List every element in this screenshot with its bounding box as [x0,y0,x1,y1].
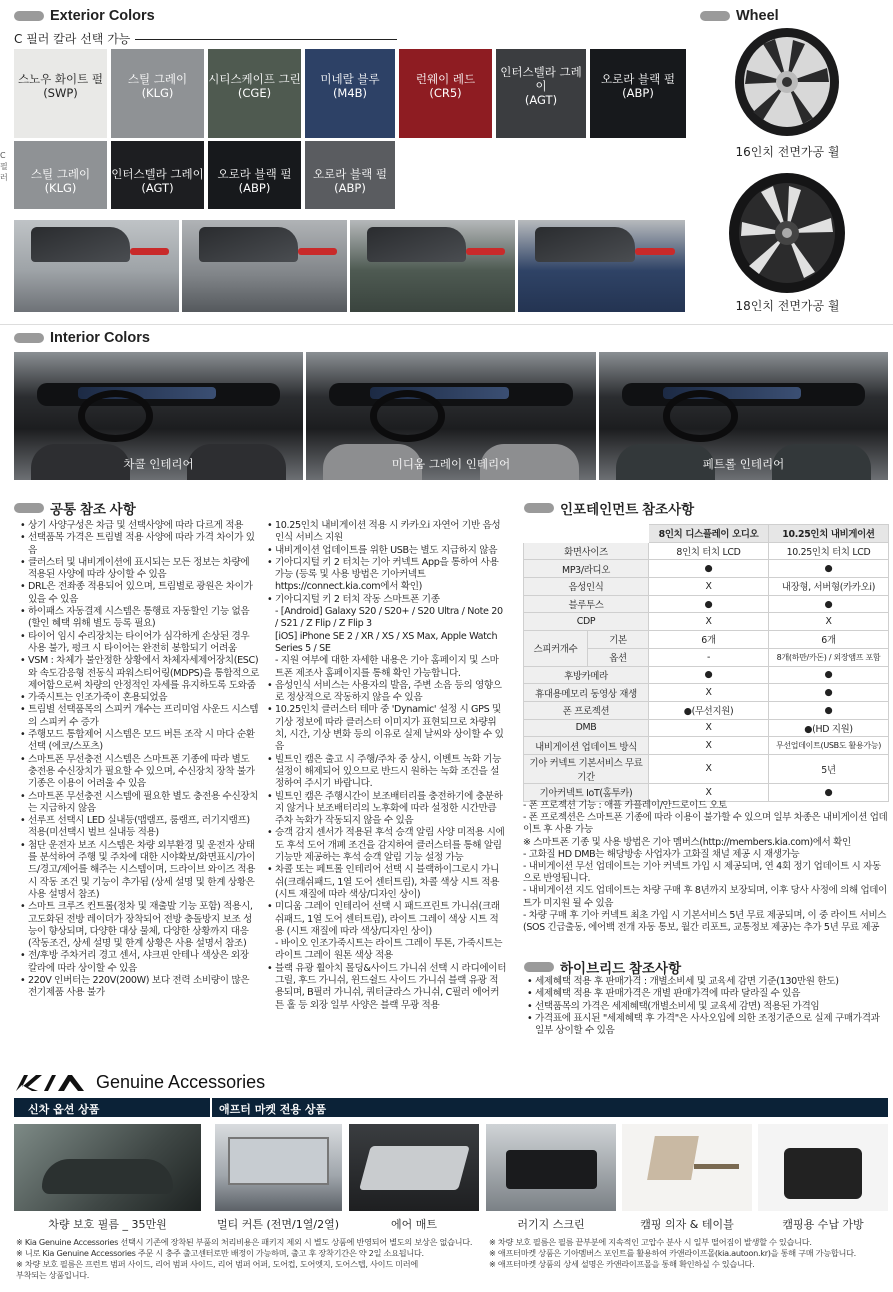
swatch-label: 런웨이 레드 [415,71,476,86]
car-image-green [350,220,515,312]
color-swatch [496,49,586,138]
exterior-title: Exterior Colors [50,8,155,24]
table-cell: X [649,684,769,702]
note-item: • 트림별 선택품목의 스피커 개수는 프리미엄 사운드 시스템의 스피커 수 증가 [20,704,260,729]
note-item: • 선택품목 가격은 트림별 적용 사양에 따라 가격 차이가 있음 [20,532,260,557]
table-row [524,737,889,755]
note-item: • 상기 사양구성은 차급 및 선택사양에 따라 다르게 적용 [20,520,260,532]
section-marker [14,503,44,513]
footnote-line: ※ 애프터마켓 상품은 기아멤버스 포인트를 활용하여 카앤라이프몰(kia.autoon.kr)을 통해 구매 가능합니다. [489,1248,856,1258]
swatch-label: 오로라 블랙 펄 [601,71,675,86]
footnote-line: ※ 니로 Kia Genuine Accessories 주문 시 충주 출고센터로만 배정이 가능하며, 출고 후 장착기간은 약 2일 소요됩니다. [16,1248,424,1258]
table-row [524,701,889,719]
swatch-code: (M4B) [332,85,368,100]
table-row [524,542,889,560]
section-marker [524,503,554,513]
note-item: - 지원 여부에 대한 자세한 내용은 기아 홈페이지 및 스마트폰 제조사 홈페이지를 통해 확인 가능합니다. [275,655,499,679]
swatch-code: (AGT) [524,92,558,107]
color-swatch [14,49,107,138]
note-item: • 음성인식 서비스는 사용자의 발음, 주변 소음 등의 영향으로 정상적으로 작동하지 않을 수 있음 [267,680,507,705]
table-cell: 무선업데이트(USB도 활용가능) [769,737,889,755]
interior-header [14,330,150,346]
color-swatch [208,49,301,138]
exterior-header [14,8,155,24]
section-marker [14,333,44,343]
note-line: - 내비게이션 지도 업데이트는 차량 구매 후 8년까지 보장되며, 이후 당사 사정에 의해 업데이트가 미지원 될 수 있음 [523,885,887,909]
table-cell: 음성인식 [524,578,649,596]
note-item: • 내비게이션 업데이트를 위한 USB는 별도 지급하지 않음 [267,545,507,557]
table-cell: ● [769,701,889,719]
accessory-label: 캠핑 의자 & 테이블 [640,1218,734,1231]
interior-image-medium-gray [306,352,596,480]
infotainment-title: 인포테인먼트 참조사항 [560,502,695,517]
swatch-label: 미네랄 블루 [320,71,380,86]
note-item: • 승객 감지 센서가 적용된 후석 승객 알림 사양 미적용 시에도 후석 도어 개폐 조건을 감지하여 클러스터를 통해 알림 기능만 제공하는 후석 승객 알림 기능 설정 가능 [267,827,507,864]
swatch-code: (CR5) [429,85,462,100]
color-swatch [305,49,395,138]
car-image-blue [518,220,685,312]
table-row [524,578,889,596]
note-item: • 차콜 또는 페트롤 인테리어 선택 시 블랙하이그로시 가니쉬(크래쉬패드, 1열 도어 센터트림), 차콜 색상 시트 적용 (시트 재질에 따라 색상/디자인 상이) [267,864,507,901]
kia-logo-icon [14,1073,86,1093]
interior-title: Interior Colors [50,330,150,346]
accessory-label: 캠핑용 수납 가방 [782,1218,864,1231]
accessories-title: Genuine Accessories [96,1072,266,1092]
swatch-code: (ABP) [334,181,366,195]
swatch-label: 인터스텔라 그레이 [500,64,582,93]
color-swatch [14,141,107,209]
tab-new-car: 신차 옵션 상품 [28,1103,100,1116]
table-row [524,719,889,737]
car-image-interstellar [182,220,347,312]
note-item: • 선루프 선택시 LED 실내등(맵램프, 룸램프, 러기지램프) 적용(미선택시 벌브 실내등 적용) [20,815,260,840]
table-cell: 블루투스 [524,595,649,613]
table-row [524,783,889,801]
hybrid-header [524,957,681,977]
accessory-image-camping-chair [622,1124,752,1211]
common-header [14,498,136,518]
note-item: • 220V 인버터는 220V(200W) 보다 전력 소비량이 많은 전기제품 사용 불가 [20,975,260,1000]
accessory-image-luggage-screen [486,1124,616,1211]
note-item: • 타이어 임시 수리장치는 타이어가 심각하게 손상된 경우 사용 불가, 펑크 시 타이어는 완전히 봉합되기 어려움 [20,631,260,656]
infotainment-header [524,498,694,518]
note-item: • 10.25인치 클러스터 테마 중 'Dynamic' 설정 시 GPS 및 기상 정보에 따라 클러스터 이미지가 표현되므로 차량위치, 시간, 기상 변화 등의 이유로 실제 날씨와 상이할 수 있음 [267,704,507,753]
note-item: • 기아디지털 키 2 터치는 기아 커넥트 App을 통하여 사용 가능 (등록 및 사용 방법은 기아커넥트 https://connect.kia.com에서 확인) [267,557,507,594]
note-line: - 고화질 HD DMB는 해당방송 사업자가 고화질 채널 제공 시 재생가능 [523,848,800,860]
accessory-label: 러기지 스크린 [517,1218,585,1231]
note-line: ※ 스마트폰 기종 및 사용 방법은 기아 멤버스(http://members.kia.com)에서 확인 [523,836,851,848]
table-cell: CDP [524,613,649,631]
c-pillar-side-label: C필러 [0,151,8,182]
swatch-label: 오로라 블랙 펄 [313,167,387,181]
interior-label: 페트롤 인테리어 [702,457,785,471]
color-swatch [111,49,204,138]
table-cell: X [649,719,769,737]
swatch-code: (KLG) [141,85,174,100]
divider [0,324,893,325]
accessories-footnotes-left [16,1237,486,1281]
note-item: • 기아디지털 키 2 터치 작동 스마트폰 기종 [267,594,507,606]
table-cell: ● [769,783,889,801]
table-cell: 6개 [649,631,769,649]
exterior-subtitle: C 필러 칼라 선택 가능 [14,32,131,46]
note-line: - 폰 프로젝션은 스마트폰 기종에 따라 이용이 불가할 수 있으며 일부 차종은 내비게이션 업데이트 후 사용 가능 [523,812,888,836]
note-item: • 전/후방 주차거리 경고 센서, 샤크핀 안테나 색상은 외장 칼라에 따라 상이할 수 있음 [20,950,260,975]
swatch-label: 스노우 화이트 펄 [17,71,104,86]
table-cell: 내비게이션 업데이트 방식 [524,737,649,755]
accessories-tab-bar [14,1098,888,1117]
accessory-image-air-mat [349,1124,479,1211]
note-item: • DRL은 전좌종 적용되어 있으며, 트림별로 광원은 차이가 있을 수 있음 [20,581,260,606]
swatch-code: (ABP) [622,85,654,100]
hybrid-notes [527,976,887,1037]
note-line: - 차량 구매 후 기아 커넥트 최초 가입 시 기본서비스 5년 무료 제공되며, 이 중 라이트 서비스(SOS 긴급출동, 에어백 전개 자동 통보, 월간 리포트, 교통정보 제공)는 추가 5년 무료 제공 [523,909,887,934]
section-marker [14,11,44,21]
swatch-code: (CGE) [237,85,272,100]
table-cell: 기아커넥트 IoT(홈투카) [524,783,649,801]
table-row [524,595,889,613]
table-cell: ●(HD 지원) [769,719,889,737]
table-cell: - [649,648,769,666]
wheel-18-label: 18인치 전면가공 휠 [735,299,840,313]
table-cell: ● [649,666,769,684]
footnote-line: ※ Kia Genuine Accessories 선택시 기존에 장착된 부품의 처리비용은 패키지 제외 시 별도 상품에 반영되어 별도의 보상은 없습니다. [16,1237,473,1247]
accessory-image-curtain [215,1124,342,1211]
table-cell: 스피커개수 [524,631,588,666]
swatch-code: (KLG) [44,181,77,195]
accessory-label: 에어 매트 [390,1218,437,1231]
table-cell: 내장형, 서버형(카카오i) [769,578,889,596]
note-item: - 바이오 인조가죽시트는 라이트 그레이 투톤, 가죽시트는 라이트 그레이 원톤 색상 적용 [275,938,503,962]
note-item: • 블랙 유광 휠아치 몰딩&사이드 가니쉬 선택 시 라디에이터 그릴, 후드 가니쉬, 윈드쉴드 사이드 가니쉬 블랙 유광 적용되며, B필러 가니쉬, 쿼터글라스 가니쉬, C필러 에어커튼 홀 등 외장 일부 사양은 블랙 무광 적용 [267,963,507,1012]
section-marker [524,962,554,972]
interior-label: 차콜 인테리어 [123,457,194,471]
swatch-label: 시티스케이프 그린 [208,71,301,86]
table-cell: X [769,613,889,631]
table-header [524,525,649,543]
accessories-header [14,1072,265,1093]
table-cell: 폰 프로젝션 [524,701,649,719]
note-item: • 세제혜택 적용 후 판매가격 : 개별소비세 및 교육세 감면 기준(130만원 한도) [527,976,887,988]
table-cell: X [649,737,769,755]
swatch-code: (SWP) [43,85,78,100]
note-item: • 10.25인치 내비게이션 적용 시 카카오i 자연어 기반 음성 인식 서비스 지원 [267,520,507,545]
color-swatch [399,49,492,138]
accessory-image-film [14,1124,201,1211]
table-cell: 휴대용메모리 동영상 재생 [524,684,649,702]
table-cell: ● [769,560,889,578]
table-cell: 기본 [588,631,649,649]
note-line: - 폰 프로젝션 기능 : 애플 카플레이/안드로이드 오토 [523,800,728,811]
table-header: 10.25인치 내비게이션 [769,525,889,543]
table-cell: ● [649,560,769,578]
note-item: • 빌트인 캠은 주행시간이 보조배터리를 충전하기에 충분하지 않거나 보조배터리의 노후화에 따라 설정한 시간만큼 주차 녹화가 작동되지 않을 수 있음 [267,791,507,828]
note-item: • 첨단 운전자 보조 시스템은 차량 외부환경 및 운전자 상태를 분석하여 주행 및 주차에 대한 시야확보/화면표시/가이드/경고/제어를 해주는 시스템이며, 드라이브 와이즈 적용 시 작동 조건 및 기능이 추가됨 (상세 설명 및 한계 상황은 사용 설명서 참조) [20,840,260,901]
table-row [524,560,889,578]
common-notes-col2 [267,520,507,1012]
note-item: • 빌트인 캠은 출고 시 주행/주차 중 상시, 이벤트 녹화 기능 설정이 해제되어 있으므로 반드시 원하는 녹화 조건을 설정하여 주시기 바랍니다. [267,754,507,791]
footnote-line: ※ 차량 보호 필름은 프런트 범퍼 사이드, 리어 범퍼 사이드, 리어 범퍼 어퍼, 도어컵, 도어엣지, 도어스텝, 사이드 미러에 [16,1259,418,1269]
note-item: • 가죽시트는 인조가죽이 혼용되었음 [20,692,260,704]
interior-label: 미디움 그레이 인테리어 [391,457,511,471]
swatch-label: 스틸 그레이 [127,71,188,86]
wheel-16-icon [733,26,841,138]
wheel-title: Wheel [736,8,779,24]
table-cell: ●(무선지원) [649,701,769,719]
common-notes-col1 [20,520,260,1000]
table-cell: ● [769,595,889,613]
note-item: • 미디움 그레이 인테리어 선택 시 패드프린트 가니쉬(크래쉬패드, 1열 도어 센터트림), 라이트 그레이 색상 시트 적용 (시트 재질에 따라 색상/디자인 상이) [267,901,507,938]
wheel-16-label: 16인치 전면가공 휠 [735,145,840,159]
note-item: • 주행모드 통합제어 시스템은 모드 버튼 조작 시 마다 순환 선택 (에코/스포츠) [20,729,260,754]
note-item: • 선택품목의 가격은 세제혜택(개별소비세 및 교육세 감면) 적용된 가격임 [527,1001,887,1013]
swatch-label: 인터스텔라 그레이 [111,167,204,181]
table-cell: 10.25인치 터치 LCD [769,542,889,560]
table-row [524,613,889,631]
color-swatch [590,49,686,138]
accessory-label: 차량 보호 필름 _ 35만원 [48,1218,167,1231]
color-swatch [305,141,395,209]
note-line: - 내비게이션 무선 업데이트는 기아 커넥트 가입 시 제공되며, 연 4회 정기 업데이트 시 자동으로 반영됩니다. [523,861,881,885]
accessory-label: 멀티 커튼 (전면/1열/2열) [217,1218,339,1231]
accessory-image-camping-bag [758,1124,888,1211]
interior-image-charcoal [14,352,303,480]
subtitle-rule [135,39,397,40]
note-item: [iOS] iPhone SE 2 / XR / XS / XS Max, Apple Watch Series 5 / SE [275,630,498,654]
table-row [524,631,889,649]
car-image-steel-gray [14,220,179,312]
footnote-line: ※ 애프터마켓 상품의 상세 설명은 카앤라이프몰을 통해 확인하실 수 있습니다. [489,1259,755,1269]
color-swatch [111,141,204,209]
table-cell: DMB [524,719,649,737]
swatch-code: (ABP) [238,181,271,195]
tab-divider [210,1098,212,1117]
table-header: 8인치 디스플레이 오디오 [649,525,769,543]
table-cell: 8인치 터치 LCD [649,542,769,560]
table-cell: 5년 [769,754,889,783]
note-item: • 클러스터 및 내비게이션에 표시되는 모든 정보는 차량에 적용된 사양에 따라 상이할 수 있음 [20,557,260,582]
table-cell: X [649,613,769,631]
infotainment-notes [523,800,888,934]
note-item: • 가격표에 표시된 "세제혜택 후 가격"은 사사오입에 의한 조정기준으로 실제 구매가격과 일부 상이할 수 있음 [527,1013,887,1038]
wheel-header [700,8,779,24]
table-cell: 후방카메라 [524,666,649,684]
table-cell: ● [649,595,769,613]
swatch-code: (AGT) [141,181,174,195]
swatch-label: 스틸 그레이 [30,167,91,181]
table-cell: ● [769,666,889,684]
section-marker [700,11,730,21]
table-row [524,754,889,783]
table-cell: 화면사이즈 [524,542,649,560]
table-cell: 기아 커넥트 기본서비스 무료기간 [524,754,649,783]
note-item: • 스마트폰 무선충전 시스템에 필요한 별도 충전용 수신장치는 지급하지 않음 [20,791,260,816]
color-swatch [208,141,301,209]
wheel-18-icon [727,172,847,294]
footnote-line: 부착되는 상품입니다. [16,1270,90,1280]
tab-aftermarket: 애프터 마켓 전용 상품 [219,1103,327,1116]
interior-image-petrol [599,352,888,480]
note-item: • 스마트폰 무선충전 시스템은 스마트폰 기종에 따라 별도 충전용 수신장치가 필요할 수 있으며, 수신장치 장착 불가 기종은 이용이 어려울 수 있음 [20,754,260,791]
hybrid-title: 하이브리드 참조사항 [560,961,682,976]
table-cell: X [649,754,769,783]
note-item: • 하이패스 자동결제 시스템은 통행료 자동할인 기능 없음 (할인 혜택 위해 별도 등록 필요) [20,606,260,631]
note-item: • VSM : 차체가 불안정한 상황에서 차체자세제어장치(ESC)와 속도감응형 전동식 파워스티어링(MDPS)을 통합적으로 제어함으로써 차량의 안정적인 자세를 유지하도록 도와줌 [20,655,260,692]
footnote-line: ※ 차량 보호 필름은 필름 끝부분에 지속적인 고압수 분사 시 일부 떨어짐이 발생할 수 있습니다. [489,1237,812,1247]
infotainment-table [523,524,889,802]
table-cell: X [649,783,769,801]
table-row [524,684,889,702]
table-cell: X [649,578,769,596]
accessories-footnotes-right [489,1237,889,1270]
note-item: • 스마트 크루즈 컨트롤(정차 및 재출발 기능 포함) 적용시, 고도화된 전방 레이더가 장착되어 전방 충돌방지 보조 성능이 향상되며, 다양한 대상 물체, 다양한 상황까지 대응 (작동조건, 상세 설명 및 한계 상황은 사용 설명서 참조) [20,901,260,950]
table-cell: ● [769,684,889,702]
note-item: • 세제혜택 적용 후 판매가격은 개별 판매가격에 따라 달라질 수 있음 [527,988,887,1000]
table-cell: 8개(하만/카돈) / 외장앰프 포함 [769,648,889,666]
common-title: 공통 참조 사항 [50,502,136,517]
table-cell: 6개 [769,631,889,649]
table-cell: MP3/라디오 [524,560,649,578]
note-item: - [Android] Galaxy S20 / S20+ / S20 Ultra / Note 20 / S21 / Z Flip / Z Flip 3 [275,606,503,630]
table-row [524,666,889,684]
swatch-label: 오로라 블랙 펄 [217,167,292,181]
table-cell: 옵션 [588,648,649,666]
